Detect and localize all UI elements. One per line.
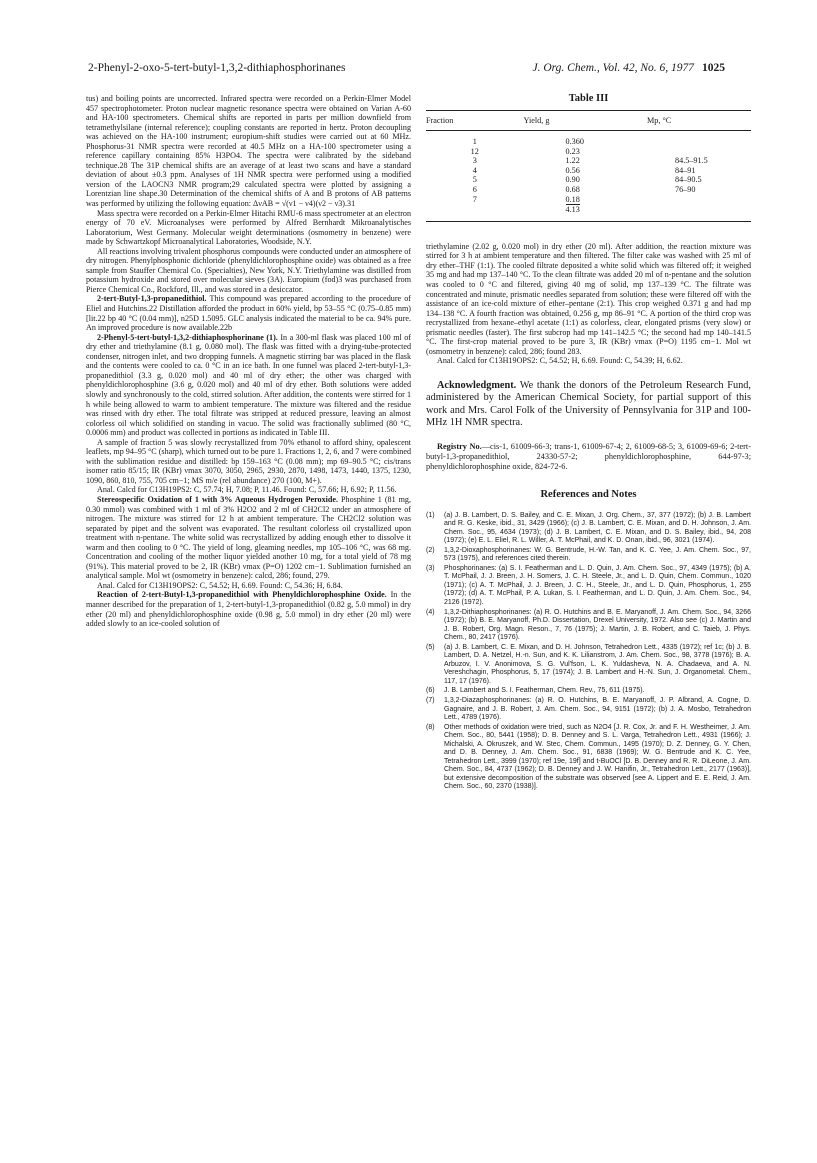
col-yield-header: Yield, g: [524, 110, 648, 131]
reference-text: 1,3,2-Diazaphosphorinanes: (a) R. O. Hutchins, B. E. Maryanoff, J. P. Albrand, A. Cogne, D. Gagnaire, and J. B. Robert, J. Am. Chem. Soc., 94, 9151 (1972); (b) J. A. Mosbo, Tetrahedron Lett., 4789 (1976).: [444, 696, 751, 722]
yield-total: 4.13: [565, 205, 580, 215]
paragraph: [86, 247, 411, 295]
table-row: [426, 175, 751, 185]
reference-item: [426, 512, 751, 546]
references-title: References and Notes: [540, 488, 637, 500]
paragraph: [86, 590, 411, 628]
mp-cell: 84–91: [675, 165, 696, 175]
fraction-cell: [426, 204, 524, 215]
paragraph: [86, 94, 411, 209]
table-row: [426, 137, 751, 147]
reference-text: 1,3,2-Dithiaphosphorinanes: (a) R. O. Hutchins and B. E. Maryanoff, J. Am. Chem. Soc., 94, 3266 (1972); (b) B. E. Maryanoff, Ph.D. Dissertation, Drexel University, 1972. Also see (c) J. Martin and J. B. Robert, Org. Magn. Reson., 7, 76 (1975); J. Martin, J. B. Robert, and C. Taieb, J. Phys. Chem., 80, 2417 (1976).: [444, 608, 751, 642]
reference-item: [426, 609, 751, 643]
paragraph-text: In the manner described for the preparation of 1, 2-tert-butyl-1,3-propanedithiol (0.82 g, 5.0 mmol) in dry ether (20 ml) and phenyldichlorophosphine oxide (0.98 g, 5.0 mmol) in dry ether (20 ml) were added slowly to an ice-cooled solution of: [86, 590, 411, 629]
paragraph-text: Phosphine 1 (81 mg, 0.30 mmol) was combined with 1 ml of 3% H2O2 and 2 ml of CH2Cl2 under an atmosphere of nitrogen. The mixture was stirred for 12 h at ambient temperature. The CH2Cl2 solution was separated by pipet and the solvent was evaporated. The resultant colorless oil crystallized upon treatment with n-pentane. The white solid was recrystallized by adding enough ether to dissolve it warm and then cooling to 0 °C. The yield of long, gleaming needles, mp 105–106 °C, was 68 mg. Concentration and cooling of the mother liquor yielded another 10 mg, for a total yield of 78 mg (91%). This material proved to be 2, IR (KBr) νmax (P=O) 1202 cm−1. Sublimation furnished an analytical sample. Mol wt (osmometry in benzene): calcd, 286; found, 279.: [86, 494, 411, 581]
fraction-cell: 4: [472, 165, 477, 175]
table-row: [426, 195, 751, 205]
right-body-text: [426, 242, 751, 366]
yield-cell: 0.360: [565, 137, 584, 147]
references-list: [426, 512, 751, 793]
fraction-cell: 5: [472, 175, 477, 185]
reference-text: Phosphorinanes: (a) S. I. Featherman and L. D. Quin, J. Am. Chem. Soc., 97, 4349 (1975); (b) A. T. McPhail, J. J. Breen, J. H. Somers, J. C. H. Steele, Jr., and L. D. Quin, Chem. Commun., 1020 (1971); (c) A. T. McPhail, J. J. Breen, J. C. H., Steele, Jr., and L. D. Quin, Phosphorus, 1, 255 (1972); (d) A. T. McPhail, P. A. Lukan, S. I. Featherman, and L. D. Quin, J. Am. Chem. Soc., 94, 2126 (1972).: [444, 564, 751, 606]
fraction-cell: 1: [472, 137, 477, 147]
paragraph-text: Anal. Calcd for C13H19OPS2: C, 54.52; H, 6.69. Found: C, 54.36; H, 6.84.: [97, 580, 343, 590]
mp-cell: 76–90: [675, 185, 696, 195]
reference-number: (7): [426, 696, 435, 704]
reference-number: (5): [426, 643, 435, 651]
yield-cell: 0.23: [565, 146, 580, 156]
reference-item: [426, 644, 751, 687]
mp-cell: [647, 195, 751, 205]
paragraph: [86, 333, 411, 438]
paragraph: [426, 356, 751, 366]
table: [426, 110, 751, 215]
fraction-cell: 3: [472, 156, 477, 166]
journal-citation: [532, 62, 725, 74]
reference-item: [426, 565, 751, 608]
yield-total-cell: [524, 204, 648, 215]
reference-text: 1,3,2-Dioxaphosphorinanes: W. G. Bentrude, H.-W. Tan, and K. C. Yee, J. Am. Chem. Soc., 97, 573 (1975), and references cited therein.: [444, 546, 751, 563]
paragraph: [86, 294, 411, 332]
paragraph: [426, 242, 751, 357]
paragraph-heading: Stereospecific Oxidation of 1 with 3% Aqueous Hydrogen Peroxide.: [97, 494, 339, 504]
fraction-cell: 12: [470, 146, 479, 156]
journal-name: J. Org. Chem., Vol. 42, No. 6, 1977: [532, 62, 694, 74]
reference-item: [426, 697, 751, 723]
reference-number: (3): [426, 564, 435, 572]
paragraph-text: All reactions involving trivalent phosphorus compounds were conducted under an atmosphere of dry nitrogen. Phenylphosphonic dichloride (phenyldichlorophosphine oxide) was obtained as a free sample from Stauffer Chemical Co. (Specialties), New York, N.Y. Triethylamine was distilled from potassium hydroxide and stored over molecular sieves (3A). Europium (fod)3 was purchased from Pierce Chemical Co., Rockford, Ill., and was stored in a desiccator.: [86, 246, 411, 294]
paragraph-text: This compound was prepared according to the procedure of Eliel and Hutchins.22 Distillation afforded the product in 60% yield, bp 53–55 °C (0.75–0.85 mm) [lit.22 bp 40 °C (0.04 mm)], n25D 1.5095. GLC analysis indicated the material to be ca. 94% pure. An improved procedure is now available.22b: [86, 294, 411, 333]
acknowledgment-text: We thank the donors of the Petroleum Research Fund, administered by the American Chemical Society, for partial support of this work and Mrs. Carol Folk of the University of Pennsylvania for 31P and 100-MHz 1H NMR spectra.: [426, 379, 751, 429]
paragraph: [86, 209, 411, 247]
paragraph-text: Anal. Calcd for C13H19OPS2: C, 54.52; H, 6.69. Found: C, 54.39; H, 6.62.: [437, 356, 683, 366]
paragraph: [86, 581, 411, 591]
registry-text: —cis-1, 61009-66-3; trans-1, 61009-67-4; 2, 61009-68-5; 3, 61009-69-6; 2-tert-butyl-1,3-propanedithiol, 24330-57-2; phenyldichlorophosphine, 644-97-3; phenyldichlorophosphine oxide, 824-72-6.: [426, 441, 751, 471]
reference-number: (8): [426, 723, 435, 731]
mp-cell: [647, 137, 751, 147]
table-header-row: [426, 110, 751, 131]
reference-number: (2): [426, 546, 435, 554]
col-mp-header: Mp, °C: [647, 110, 751, 131]
mp-cell: 84.5–91.5: [675, 156, 708, 166]
reference-item: [426, 687, 751, 696]
registry-heading: Registry No.: [437, 441, 482, 451]
table-iii: [426, 94, 751, 222]
reference-text: (a) J. B. Lambert, C. E. Mixan, and D. H. Johnson, Tetrahedron Lett., 4335 (1972); ref 1c; (b) J. B. Lambert, D. A. Netzel, H.-n. Sun, and K. K. Lilianstrom, J. Am. Chem. Soc., 98, 3778 (1976); B. A. Arbuzov, I. V. Anonimova, S. G. Vul'fson, L. K. Yuldasheva, N. A. Chadaeva, and A. N. Vereshchagin, Phosphorus, 5, 17 (1974); J. B. Lambert and H.-N. Sun, J. Organometal. Chem., 117, 17 (1976).: [444, 643, 751, 685]
reference-number: (4): [426, 608, 435, 616]
reference-number: (1): [426, 511, 435, 519]
paragraph-text: triethylamine (2.02 g, 0.020 mol) in dry ether (20 ml). After addition, the reaction mixture was stirred for 3 h at ambient temperature and then filtered. The filter cake was washed with 25 ml of dry ether–THF (1:1). The cooled filtrate deposited a white solid which was filtered off; it weighed 35 mg and had mp 137–140 °C. To the clean filtrate was added 20 ml of n-pentane and the solution was cooled to 0 °C and filtered, giving 40 mg of solid, mp 137–139 °C. The filtrate was concentrated and minute, prismatic needles separated from solution; these were filtered off with the assistance of an ice-cold mixture of ether–pentane (2:1). This crop weighed 0.371 g and had mp 134–138 °C. A fourth fraction was obtained, 0.256 g, mp 86–91 °C. A portion of the third crop was recrystallized from hexane–ethyl acetate (1:1) as colorless, clear, elongated prisms (very slow) or prismatic needles (faster). The first subcrop had mp 141–142.5 °C; the second had mp 140–141.5 °C. The first-crop material proved to be pure 3, IR (KBr) νmax (P=O) 1195 cm−1. Mol wt (osmometry in benzene): calcd, 286; found 283.: [426, 241, 751, 356]
col-fraction-header: Fraction: [426, 110, 524, 131]
running-head: 2-Phenyl-2-oxo-5-tert-butyl-1,3,2-dithiaphosphorinanes: [88, 62, 346, 74]
paragraph-text: Anal. Calcd for C13H19PS2: C, 57.74; H, 7.08; P, 11.46. Found: C, 57.66; H, 6.92; P, 11.56.: [97, 485, 397, 495]
table-row: [426, 156, 751, 166]
reference-number: (6): [426, 687, 435, 695]
paragraph: [86, 495, 411, 581]
fraction-cell: 7: [472, 194, 477, 204]
reference-item: [426, 724, 751, 792]
reference-item: [426, 547, 751, 564]
registry-numbers: [426, 442, 751, 472]
table-total-row: [426, 204, 751, 215]
yield-cell: 0.90: [565, 175, 580, 185]
paragraph-text: In a 300-ml flask was placed 100 ml of dry ether and triethylamine (8.1 g, 0.080 mol). The flask was fitted with a drying-tube-protected condenser, nitrogen inlet, and two dropping funnels. A magnetic stirring bar was placed in the flask and the contents were cooled to ca. 0 °C in an ice bath. In one funnel was placed 2-tert-butyl-1,3-propanedithiol (3.3 g, 0.020 mol) and 40 ml of dry ether; the other was charged with phenyldichlorophosphine (3.6 g, 0.020 mol) and 40 ml of dry ether. Both solutions were added slowly and synchronously to the cold, stirred solution. After addition, the contents were stirred for 1 h while being allowed to warm to ambient temperature. The mixture was filtered and the residue was rinsed with dry ether. The total filtrate was stripped at reduced pressure, leaving an almost colorless oil which solidified on standing in vacuo. The solid was fractionally sublimed (80 °C, 0.0006 mm) and product was collected in portions as indicated in Table III.: [86, 332, 411, 438]
paragraph-text: tus) and boiling points are uncorrected. Infrared spectra were recorded on a Perkin-Elmer Model 457 spectrophotometer. Proton nuclear magnetic resonance spectra were obtained on Varian A-60 and HA-100 spectrometers. Chemical shifts are reported in parts per million downfield from tetramethylsilane (internal reference); coupling constants are reported in hertz. Proton decoupling was achieved on the HA-100 instrument; europium-shift studies were carried out at 60 MHz. Phosphorus-31 NMR spectra were recorded at 40.5 MHz on a HA-100 spectrometer using a reference capillary containing 85% H3PO4. The spectra were calibrated by the sideband technique.28 The 31P chemical shifts are an average of at least two scans and have a standard deviation of about ±0.3 ppm. Analyses of 1H NMR spectra were performed using a modified version of the LAOCN3 NMR program;29 calculated spectra were plotted by assigning a Lorentzian line shape.30 Determination of the chemical shifts of A and B protons of AB patterns was performed by utilizing the following equation: ΔνAB = √(ν1 − ν4)(ν2 − ν3).31: [86, 94, 411, 209]
table-rule: [426, 215, 751, 222]
reference-text: J. B. Lambert and S. I. Featherman, Chem. Rev., 75, 611 (1975).: [444, 687, 645, 695]
acknowledgment: [426, 380, 751, 430]
yield-cell: 1.22: [565, 156, 580, 166]
left-column: [86, 94, 411, 629]
paragraph: [86, 438, 411, 486]
table-row: [426, 147, 751, 157]
fraction-cell: 6: [472, 185, 477, 195]
right-column: [426, 94, 751, 793]
mp-cell: 84–90.5: [675, 175, 702, 185]
reference-text: (a) J. B. Lambert, D. S. Bailey, and C. E. Mixan, J. Org. Chem., 37, 377 (1972); (b) J. B. Lambert and R. G. Keske, ibid., 31, 3429 (1966); (c) J. B. Lambert, C. E. Mixan, and D. H. Johnson, J. Am. Chem. Soc., 95, 4634 (1973); (d) J. B. Lambert, C. E. Mixan, and D. S. Bailey, ibid., 94, 208 (1972); (e) E. L. Eliel, R. L. Willer, A. T. McPhail, and K. D. Onan, ibid., 96, 3021 (1974).: [444, 511, 751, 545]
mp-cell: [647, 147, 751, 157]
paragraph-heading: 2-tert-Butyl-1,3-propanedithiol.: [97, 294, 207, 304]
reference-text: Other methods of oxidation were tried, such as N2O4 [J. R. Cox, Jr. and F. H. Westheimer, J. Am. Chem. Soc., 80, 5441 (1958); D. B. Denney and S. L. Varga, Tetrahedron Lett., 4931 (1966); J. Michalski, A. Okruszek, and W. Stec, Chem. Commun., 1495 (1970); D. Z. Denney, G. Y. Chen, and D. B. Denney, J. Am. Chem. Soc., 91, 6838 (1969); W. G. Bentrude and K. C. Yee, Tetrahedron Lett., 3999 (1970); ref 19e, 19f] and t-BuOCl [D. B. Denney and R. R. DiLeone, J. Am. Chem. Soc., 84, 4737 (1962); D. B. Denney and J. W. Hanifin, Jr., Tetrahedron Lett., 2177 (1963)], but extensive decomposition of the substrate was observed [see A. Lippert and E. E. Reid, J. Am. Chem. Soc., 60, 2370 (1938)].: [444, 723, 751, 791]
acknowledgment-heading: Acknowledgment.: [437, 379, 517, 391]
page-number: 1025: [702, 62, 725, 74]
yield-cell: 0.18: [565, 194, 580, 204]
table-row: [426, 166, 751, 176]
yield-cell: 0.56: [565, 165, 580, 175]
table-title: Table III: [568, 93, 609, 104]
table-row: [426, 185, 751, 195]
paragraph: [86, 485, 411, 495]
paragraph-text: A sample of fraction 5 was slowly recrystallized from 70% ethanol to afford shiny, opalescent leaflets, mp 94–95 °C (sharp), which turned out to be pure 1. Fractions 1, 2, 6, and 7 were combined with the sublimation residue and distilled: bp 159–163 °C (0.08 mm); mp 69–90.5 °C; cis/trans isomer ratio 85/15; IR (KBr) νmax 3070, 3050, 2965, 2930, 2870, 1498, 1473, 1440, 1375, 1230, 1090, 860, 810, 755, 705 cm−1; MS m/e (rel abundance) 270 (100, M+).: [86, 437, 411, 485]
yield-cell: 0.68: [565, 185, 580, 195]
mp-cell: [647, 204, 751, 215]
paragraph-heading: Reaction of 2-tert-Butyl-1,3-propanedithiol with Phenyldichlorophosphine Oxide.: [97, 590, 387, 600]
paragraph-heading: 2-Phenyl-5-tert-butyl-1,3,2-dithiaphosphorinane (1).: [97, 332, 278, 342]
paragraph-text: Mass spectra were recorded on a Perkin-Elmer Hitachi RMU-6 mass spectrometer at an electron energy of 70 eV. Microanalyses were performed by Alfred Bernhardt Mikroanalytisches Laboratorium, West Germany. Molecular weight determinations (osmometry in benzene) were made by Schwartzkopf Microanalytical Laboratories, Woodside, N.Y.: [86, 208, 411, 247]
